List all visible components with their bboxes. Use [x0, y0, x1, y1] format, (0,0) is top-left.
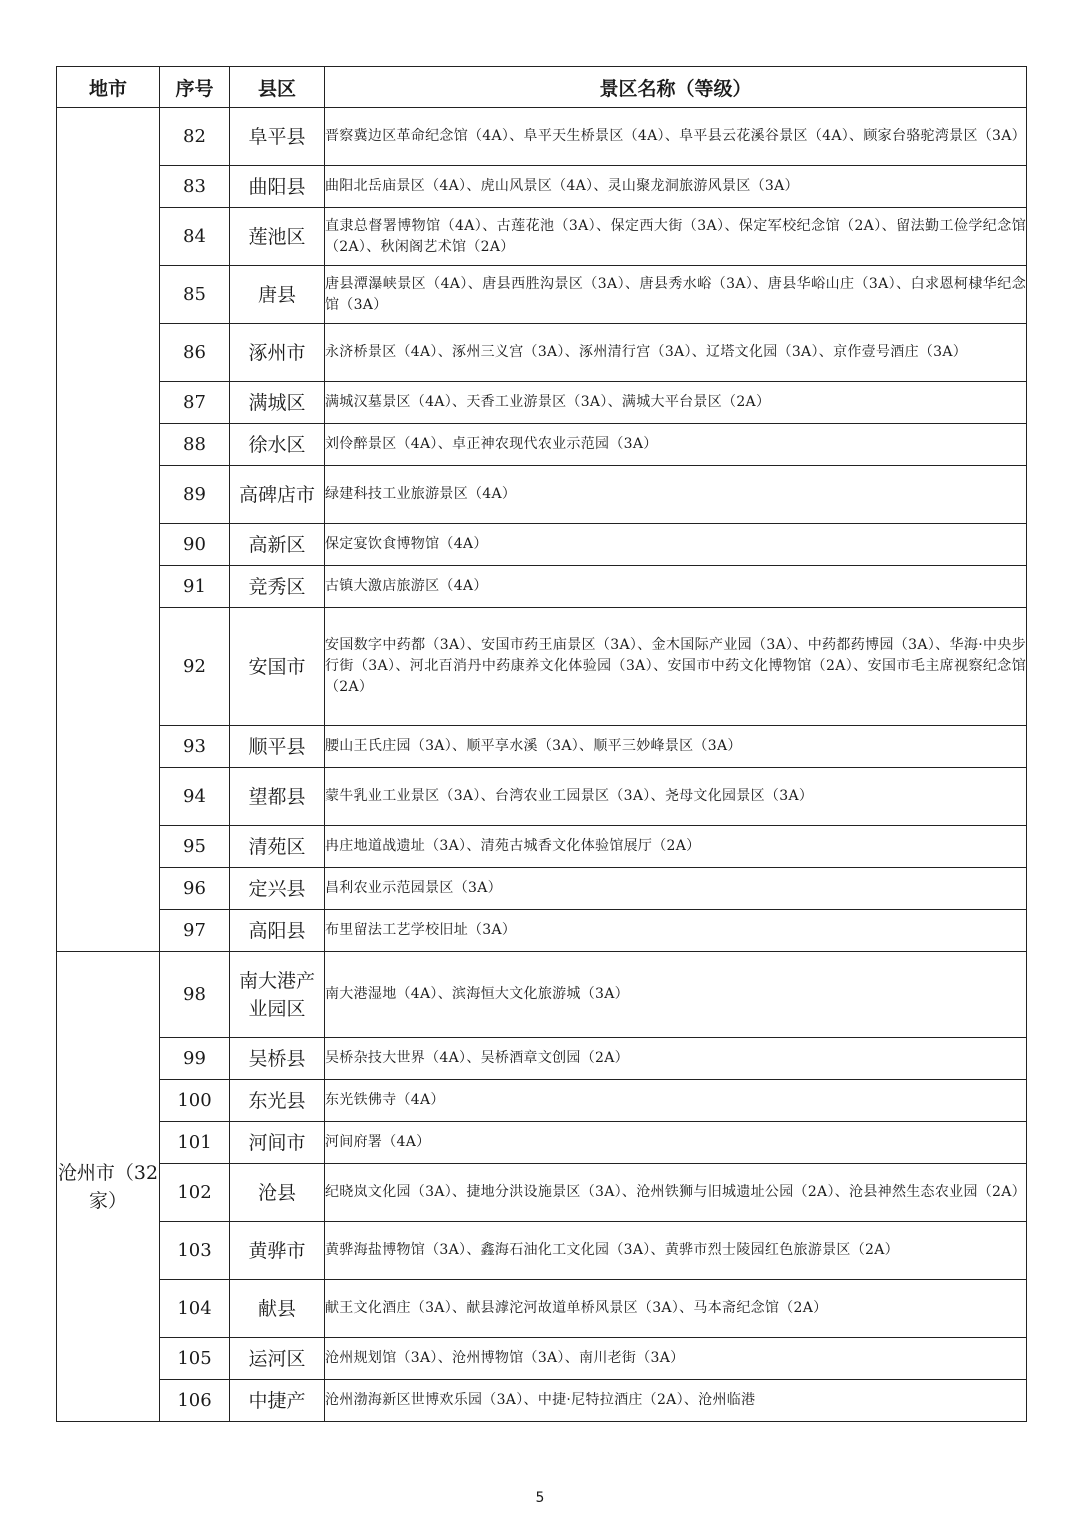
spots-cell: 古镇大激店旅游区（4A） — [325, 566, 1027, 608]
spots-cell: 腰山王氏庄园（3A）、顺平享水溪（3A）、顺平三妙峰景区（3A） — [325, 726, 1027, 768]
county-cell: 定兴县 — [230, 868, 325, 910]
county-cell: 献县 — [230, 1280, 325, 1338]
spots-cell: 曲阳北岳庙景区（4A）、虎山风景区（4A）、灵山聚龙洞旅游风景区（3A） — [325, 166, 1027, 208]
county-cell: 安国市 — [230, 608, 325, 726]
table-row — [57, 768, 1027, 826]
county-cell: 竞秀区 — [230, 566, 325, 608]
table-row — [57, 1280, 1027, 1338]
no-cell: 106 — [160, 1380, 230, 1422]
page-number: 5 — [535, 1490, 545, 1506]
no-cell: 89 — [160, 466, 230, 524]
county-cell: 阜平县 — [230, 108, 325, 166]
no-cell: 88 — [160, 424, 230, 466]
city-cell — [57, 108, 160, 952]
county-cell: 中捷产 — [230, 1380, 325, 1422]
spots-cell: 献王文化酒庄（3A）、献县滹沱河故道单桥风景区（3A）、马本斋纪念馆（2A） — [325, 1280, 1027, 1338]
spots-cell: 满城汉墓景区（4A）、天香工业游景区（3A）、满城大平台景区（2A） — [325, 382, 1027, 424]
city-cell: 沧州市（32家） — [57, 952, 160, 1422]
table-row — [57, 208, 1027, 266]
spots-cell: 南大港湿地（4A）、滨海恒大文化旅游城（3A） — [325, 952, 1027, 1038]
county-cell: 望都县 — [230, 768, 325, 826]
county-cell: 满城区 — [230, 382, 325, 424]
county-cell: 高碑店市 — [230, 466, 325, 524]
table-row — [57, 1038, 1027, 1080]
county-cell: 清苑区 — [230, 826, 325, 868]
table-row — [57, 466, 1027, 524]
county-cell: 运河区 — [230, 1338, 325, 1380]
no-cell: 93 — [160, 726, 230, 768]
table-header-row — [57, 67, 1027, 108]
no-cell: 87 — [160, 382, 230, 424]
table-row — [57, 1222, 1027, 1280]
no-cell: 86 — [160, 324, 230, 382]
table-row — [57, 1080, 1027, 1122]
no-cell: 91 — [160, 566, 230, 608]
spots-cell: 永济桥景区（4A）、涿州三义宫（3A）、涿州清行宫（3A）、辽塔文化园（3A）、京作壹号酒庄（3A） — [325, 324, 1027, 382]
county-cell: 唐县 — [230, 266, 325, 324]
county-cell: 黄骅市 — [230, 1222, 325, 1280]
table-body — [57, 108, 1027, 1422]
no-cell: 90 — [160, 524, 230, 566]
county-cell: 高新区 — [230, 524, 325, 566]
no-cell: 95 — [160, 826, 230, 868]
county-cell: 高阳县 — [230, 910, 325, 952]
no-cell: 98 — [160, 952, 230, 1038]
spots-cell: 保定宴饮食博物馆（4A） — [325, 524, 1027, 566]
header-no: 序号 — [160, 67, 230, 108]
no-cell: 82 — [160, 108, 230, 166]
table-row — [57, 608, 1027, 726]
spots-cell: 晋察冀边区革命纪念馆（4A）、阜平天生桥景区（4A）、阜平县云花溪谷景区（4A）、顾家台骆驼湾景区（3A） — [325, 108, 1027, 166]
table-row — [57, 952, 1027, 1038]
spots-cell: 刘伶醉景区（4A）、卓正神农现代农业示范园（3A） — [325, 424, 1027, 466]
table-row — [57, 1338, 1027, 1380]
spots-cell: 纪晓岚文化园（3A）、捷地分洪设施景区（3A）、沧州铁狮与旧城遗址公园（2A）、沧县神然生态农业园（2A） — [325, 1164, 1027, 1222]
no-cell: 85 — [160, 266, 230, 324]
no-cell: 83 — [160, 166, 230, 208]
no-cell: 92 — [160, 608, 230, 726]
county-cell: 东光县 — [230, 1080, 325, 1122]
no-cell: 96 — [160, 868, 230, 910]
header-city: 地市 — [57, 67, 160, 108]
no-cell: 97 — [160, 910, 230, 952]
no-cell: 103 — [160, 1222, 230, 1280]
no-cell: 99 — [160, 1038, 230, 1080]
header-spots: 景区名称（等级） — [325, 67, 1027, 108]
no-cell: 84 — [160, 208, 230, 266]
table-row — [57, 1380, 1027, 1422]
table-row — [57, 324, 1027, 382]
spots-cell: 蒙牛乳业工业景区（3A）、台湾农业工园景区（3A）、尧母文化园景区（3A） — [325, 768, 1027, 826]
table-row — [57, 266, 1027, 324]
spots-cell: 黄骅海盐博物馆（3A）、鑫海石油化工文化园（3A）、黄骅市烈士陵园红色旅游景区（2A） — [325, 1222, 1027, 1280]
no-cell: 100 — [160, 1080, 230, 1122]
spots-cell: 沧州渤海新区世博欢乐园（3A）、中捷·尼特拉酒庄（2A）、沧州临港 — [325, 1380, 1027, 1422]
county-cell: 河间市 — [230, 1122, 325, 1164]
spots-cell: 绿建科技工业旅游景区（4A） — [325, 466, 1027, 524]
spots-cell: 直隶总督署博物馆（4A）、古莲花池（3A）、保定西大街（3A）、保定军校纪念馆（2A）、留法勤工俭学纪念馆（2A）、秋闲阁艺术馆（2A） — [325, 208, 1027, 266]
spots-cell: 东光铁佛寺（4A） — [325, 1080, 1027, 1122]
header-county: 县区 — [230, 67, 325, 108]
no-cell: 104 — [160, 1280, 230, 1338]
no-cell: 105 — [160, 1338, 230, 1380]
spots-cell: 唐县潭瀑峡景区（4A）、唐县西胜沟景区（3A）、唐县秀水峪（3A）、唐县华峪山庄（3A）、白求恩柯棣华纪念馆（3A） — [325, 266, 1027, 324]
table-row — [57, 826, 1027, 868]
county-cell: 曲阳县 — [230, 166, 325, 208]
county-cell: 徐水区 — [230, 424, 325, 466]
table-row — [57, 166, 1027, 208]
county-cell: 涿州市 — [230, 324, 325, 382]
spots-cell: 吴桥杂技大世界（4A）、吴桥酒章文创园（2A） — [325, 1038, 1027, 1080]
table-row — [57, 524, 1027, 566]
county-cell: 沧县 — [230, 1164, 325, 1222]
county-cell: 莲池区 — [230, 208, 325, 266]
table-row — [57, 382, 1027, 424]
county-cell: 吴桥县 — [230, 1038, 325, 1080]
scenic-area-table — [56, 66, 1027, 1422]
spots-cell: 沧州规划馆（3A）、沧州博物馆（3A）、南川老街（3A） — [325, 1338, 1027, 1380]
table-row — [57, 1122, 1027, 1164]
spots-cell: 安国数字中药都（3A）、安国市药王庙景区（3A）、金木国际产业园（3A）、中药都药博园（3A）、华海·中央步行街（3A）、河北百消丹中药康养文化体验园（3A）、安国市中药文化博物馆（2A）、安国市毛主席视察纪念馆（2A） — [325, 608, 1027, 726]
spots-cell: 布里留法工艺学校旧址（3A） — [325, 910, 1027, 952]
table-row — [57, 424, 1027, 466]
table-row — [57, 868, 1027, 910]
county-cell: 南大港产业园区 — [230, 952, 325, 1038]
county-cell: 顺平县 — [230, 726, 325, 768]
no-cell: 102 — [160, 1164, 230, 1222]
table-row — [57, 726, 1027, 768]
table-row — [57, 108, 1027, 166]
no-cell: 94 — [160, 768, 230, 826]
spots-cell: 冉庄地道战遗址（3A）、清苑古城香文化体验馆展厅（2A） — [325, 826, 1027, 868]
table-row — [57, 910, 1027, 952]
table-row — [57, 1164, 1027, 1222]
no-cell: 101 — [160, 1122, 230, 1164]
spots-cell: 河间府署（4A） — [325, 1122, 1027, 1164]
spots-cell: 昌利农业示范园景区（3A） — [325, 868, 1027, 910]
table-row — [57, 566, 1027, 608]
